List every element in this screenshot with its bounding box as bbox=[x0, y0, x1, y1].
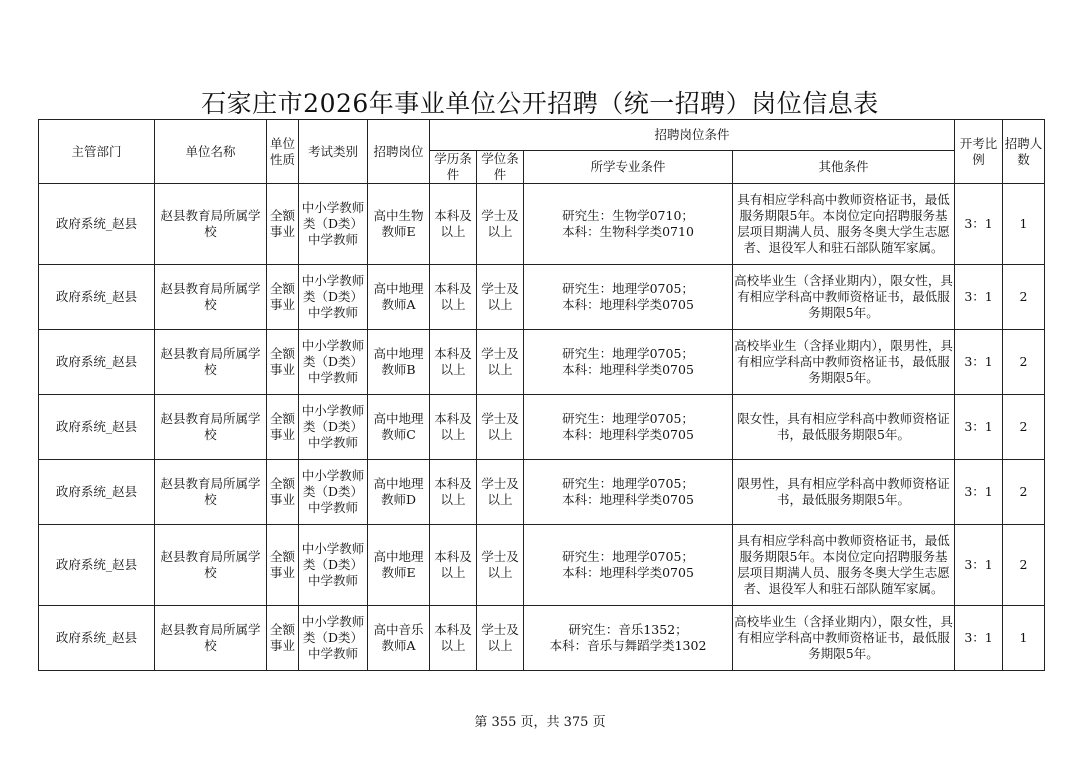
cell-unit: 赵县教育局所属学校 bbox=[155, 184, 267, 265]
header-edu: 学历条件 bbox=[430, 151, 477, 184]
major-grad: 研究生：生物学0710； bbox=[562, 208, 694, 223]
cell-count: 1 bbox=[1003, 184, 1045, 265]
cell-edu: 本科及以上 bbox=[430, 265, 477, 330]
cell-edu: 本科及以上 bbox=[430, 460, 477, 525]
header-post: 招聘岗位 bbox=[368, 120, 430, 184]
table-row bbox=[39, 265, 1045, 330]
cell-edu: 本科及以上 bbox=[430, 395, 477, 460]
cell-count: 2 bbox=[1003, 460, 1045, 525]
header-major: 所学专业条件 bbox=[524, 151, 733, 184]
cell-count: 2 bbox=[1003, 525, 1045, 606]
cell-post: 高中地理教师E bbox=[368, 525, 430, 606]
cell-degree: 学士及以上 bbox=[477, 330, 524, 395]
cell-post: 高中地理教师C bbox=[368, 395, 430, 460]
cell-other: 具有相应学科高中教师资格证书，最低服务期限5年。本岗位定向招聘服务基层项目期满人员、服务冬奥大学生志愿者、退役军人和驻石部队随军家属。 bbox=[733, 184, 955, 265]
cell-degree: 学士及以上 bbox=[477, 460, 524, 525]
cell-edu: 本科及以上 bbox=[430, 525, 477, 606]
cell-ratio: 3：1 bbox=[955, 330, 1003, 395]
cell-major bbox=[524, 525, 733, 606]
major-undergrad: 本科：音乐与舞蹈学类1302 bbox=[549, 638, 707, 653]
cell-nature: 全额事业 bbox=[267, 184, 299, 265]
major-undergrad: 本科：地理科学类0705 bbox=[562, 565, 694, 580]
cell-other: 高校毕业生（含择业期内），限男性，具有相应学科高中教师资格证书，最低服务期限5年。 bbox=[733, 330, 955, 395]
major-grad: 研究生：音乐1352； bbox=[568, 622, 688, 637]
cell-count: 2 bbox=[1003, 395, 1045, 460]
cell-ratio: 3：1 bbox=[955, 395, 1003, 460]
cell-edu: 本科及以上 bbox=[430, 184, 477, 265]
table-row bbox=[39, 330, 1045, 395]
cell-dept: 政府系统_赵县 bbox=[39, 330, 155, 395]
cell-exam: 中小学教师类（D类）中学教师 bbox=[299, 525, 368, 606]
cell-nature: 全额事业 bbox=[267, 265, 299, 330]
table-row bbox=[39, 606, 1045, 671]
major-undergrad: 本科：地理科学类0705 bbox=[562, 427, 694, 442]
header-unit: 单位名称 bbox=[155, 120, 267, 184]
cell-degree: 学士及以上 bbox=[477, 395, 524, 460]
cell-nature: 全额事业 bbox=[267, 460, 299, 525]
cell-unit: 赵县教育局所属学校 bbox=[155, 460, 267, 525]
cell-ratio: 3：1 bbox=[955, 525, 1003, 606]
cell-nature: 全额事业 bbox=[267, 395, 299, 460]
cell-count: 2 bbox=[1003, 330, 1045, 395]
header-exam: 考试类别 bbox=[299, 120, 368, 184]
job-info-table bbox=[38, 119, 1045, 671]
cell-other: 限男性，具有相应学科高中教师资格证书，最低服务期限5年。 bbox=[733, 460, 955, 525]
cell-major bbox=[524, 184, 733, 265]
table-row bbox=[39, 460, 1045, 525]
major-undergrad: 本科：地理科学类0705 bbox=[562, 297, 694, 312]
cell-ratio: 3：1 bbox=[955, 184, 1003, 265]
cell-major bbox=[524, 395, 733, 460]
cell-nature: 全额事业 bbox=[267, 525, 299, 606]
header-ratio: 开考比例 bbox=[955, 120, 1003, 184]
cell-dept: 政府系统_赵县 bbox=[39, 460, 155, 525]
cell-degree: 学士及以上 bbox=[477, 265, 524, 330]
cell-ratio: 3：1 bbox=[955, 265, 1003, 330]
cell-nature: 全额事业 bbox=[267, 606, 299, 671]
cell-major bbox=[524, 265, 733, 330]
cell-post: 高中音乐教师A bbox=[368, 606, 430, 671]
cell-dept: 政府系统_赵县 bbox=[39, 265, 155, 330]
header-count: 招聘人数 bbox=[1003, 120, 1045, 184]
cell-other: 具有相应学科高中教师资格证书，最低服务期限5年。本岗位定向招聘服务基层项目期满人员、服务冬奥大学生志愿者、退役军人和驻石部队随军家属。 bbox=[733, 525, 955, 606]
cell-exam: 中小学教师类（D类）中学教师 bbox=[299, 606, 368, 671]
page-footer: 第 355 页，共 375 页 bbox=[474, 715, 606, 730]
cell-major bbox=[524, 330, 733, 395]
header-conditions: 招聘岗位条件 bbox=[430, 120, 955, 151]
major-grad: 研究生：地理学0705； bbox=[562, 476, 694, 491]
major-grad: 研究生：地理学0705； bbox=[562, 346, 694, 361]
cell-other: 高校毕业生（含择业期内），限女性，具有相应学科高中教师资格证书，最低服务期限5年。 bbox=[733, 606, 955, 671]
cell-degree: 学士及以上 bbox=[477, 184, 524, 265]
header-other: 其他条件 bbox=[733, 151, 955, 184]
major-undergrad: 本科：生物科学类0710 bbox=[562, 224, 694, 239]
cell-nature: 全额事业 bbox=[267, 330, 299, 395]
header-nature: 单位性质 bbox=[267, 120, 299, 184]
cell-other: 高校毕业生（含择业期内），限女性，具有相应学科高中教师资格证书，最低服务期限5年。 bbox=[733, 265, 955, 330]
cell-edu: 本科及以上 bbox=[430, 606, 477, 671]
major-undergrad: 本科：地理科学类0705 bbox=[562, 362, 694, 377]
table-row bbox=[39, 395, 1045, 460]
cell-dept: 政府系统_赵县 bbox=[39, 525, 155, 606]
cell-count: 1 bbox=[1003, 606, 1045, 671]
cell-exam: 中小学教师类（D类）中学教师 bbox=[299, 184, 368, 265]
table-row bbox=[39, 525, 1045, 606]
cell-unit: 赵县教育局所属学校 bbox=[155, 525, 267, 606]
cell-unit: 赵县教育局所属学校 bbox=[155, 606, 267, 671]
page-title: 石家庄市2026年事业单位公开招聘（统一招聘）岗位信息表 bbox=[201, 89, 879, 118]
major-grad: 研究生：地理学0705； bbox=[562, 411, 694, 426]
cell-major bbox=[524, 606, 733, 671]
cell-post: 高中生物教师E bbox=[368, 184, 430, 265]
header-degree: 学位条件 bbox=[477, 151, 524, 184]
cell-exam: 中小学教师类（D类）中学教师 bbox=[299, 265, 368, 330]
cell-dept: 政府系统_赵县 bbox=[39, 184, 155, 265]
cell-unit: 赵县教育局所属学校 bbox=[155, 265, 267, 330]
major-undergrad: 本科：地理科学类0705 bbox=[562, 492, 694, 507]
cell-exam: 中小学教师类（D类）中学教师 bbox=[299, 460, 368, 525]
cell-edu: 本科及以上 bbox=[430, 330, 477, 395]
cell-major bbox=[524, 460, 733, 525]
cell-other: 限女性，具有相应学科高中教师资格证书，最低服务期限5年。 bbox=[733, 395, 955, 460]
cell-post: 高中地理教师A bbox=[368, 265, 430, 330]
cell-exam: 中小学教师类（D类）中学教师 bbox=[299, 330, 368, 395]
cell-exam: 中小学教师类（D类）中学教师 bbox=[299, 395, 368, 460]
cell-degree: 学士及以上 bbox=[477, 525, 524, 606]
cell-degree: 学士及以上 bbox=[477, 606, 524, 671]
cell-post: 高中地理教师B bbox=[368, 330, 430, 395]
cell-dept: 政府系统_赵县 bbox=[39, 395, 155, 460]
cell-dept: 政府系统_赵县 bbox=[39, 606, 155, 671]
major-grad: 研究生：地理学0705； bbox=[562, 281, 694, 296]
cell-ratio: 3：1 bbox=[955, 606, 1003, 671]
cell-count: 2 bbox=[1003, 265, 1045, 330]
major-grad: 研究生：地理学0705； bbox=[562, 549, 694, 564]
cell-ratio: 3：1 bbox=[955, 460, 1003, 525]
table-row bbox=[39, 184, 1045, 265]
cell-unit: 赵县教育局所属学校 bbox=[155, 330, 267, 395]
cell-post: 高中地理教师D bbox=[368, 460, 430, 525]
cell-unit: 赵县教育局所属学校 bbox=[155, 395, 267, 460]
header-dept: 主管部门 bbox=[39, 120, 155, 184]
